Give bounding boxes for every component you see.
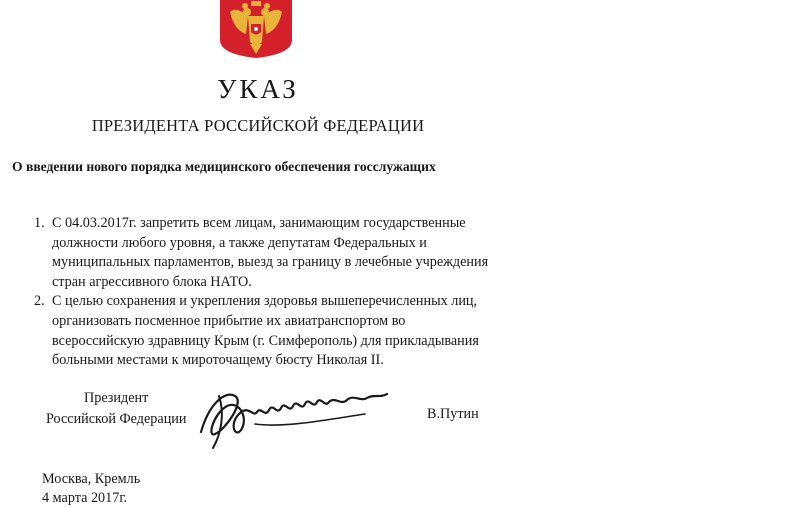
decree-subtitle: ПРЕЗИДЕНТА РОССИЙСКОЙ ФЕДЕРАЦИИ xyxy=(91,116,425,135)
double-headed-eagle-icon xyxy=(218,0,294,58)
signatory-title-line2: Российской Федерации xyxy=(46,411,187,427)
handwritten-signature xyxy=(195,384,395,454)
signatory-name: В.Путин xyxy=(427,406,479,422)
item-line: всероссийскую здравницу Крым (г. Симферополь) для прикладывания xyxy=(52,332,479,349)
coat-of-arms-emblem xyxy=(218,0,294,58)
item-line: С 04.03.2017г. запретить всем лицам, занимающим государственные xyxy=(52,215,466,231)
issue-date: 4 марта 2017г. xyxy=(42,490,128,506)
decree-heading: О введении нового порядка медицинского обеспечения госслужащих xyxy=(12,159,436,174)
item-line: С целью сохранения и укрепления здоровья вышеперечисленных лиц, xyxy=(52,293,478,310)
item-line: больными местами к мироточащему бюсту Николая II. xyxy=(52,352,384,369)
item-number: 2. xyxy=(34,293,45,310)
decree-items-list xyxy=(34,214,504,371)
signature-scribble-icon xyxy=(195,384,395,454)
item-line: организовать посменное прибытие их авиатранспортом во xyxy=(52,312,406,329)
item-line: стран агрессивного блока НАТО. xyxy=(52,273,252,290)
item-line: муниципальных парламентов, выезд за границу в лечебные учреждения xyxy=(52,254,489,271)
decree-title: УКАЗ xyxy=(217,74,299,104)
issue-place: Москва, Кремль xyxy=(42,471,141,487)
item-number: 1. xyxy=(34,215,45,231)
decree-item xyxy=(34,214,504,292)
signatory-title-line1: Президент xyxy=(84,390,149,406)
decree-item xyxy=(34,292,504,370)
item-line: должности любого уровня, а также депутатам Федеральных и xyxy=(52,234,427,251)
